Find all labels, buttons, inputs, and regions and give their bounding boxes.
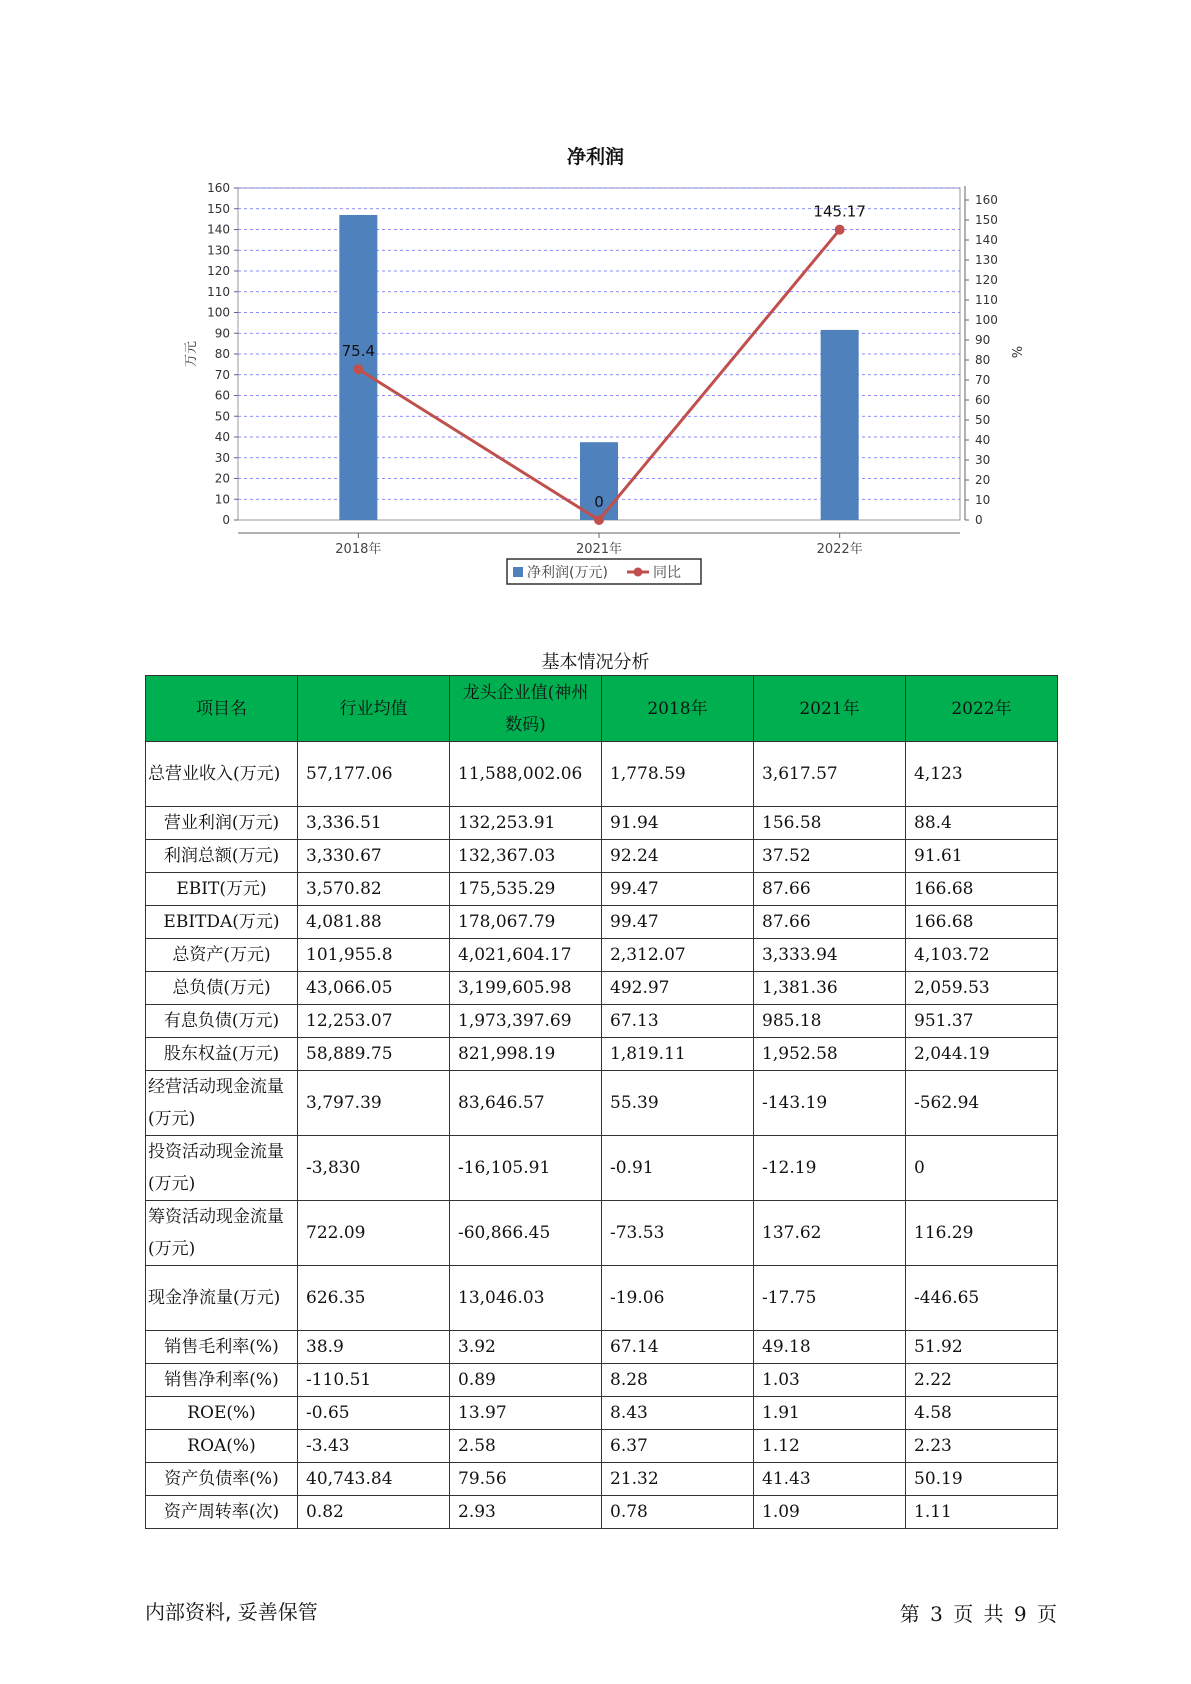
chart-title: 净利润 <box>566 146 624 168</box>
table-row <box>146 807 1058 840</box>
y-tick-label-right: 90 <box>975 333 991 347</box>
y-tick-label-right: 50 <box>975 413 991 427</box>
table-cell: 3.92 <box>450 1331 602 1364</box>
header-year-2018: 2018年 <box>602 676 754 742</box>
table-row <box>146 1430 1058 1463</box>
row-label: 有息负债(万元) <box>146 1005 298 1038</box>
table-cell: -16,105.91 <box>450 1136 602 1201</box>
table-cell: 4,021,604.17 <box>450 939 602 972</box>
row-label: 资产负债率(%) <box>146 1463 298 1496</box>
table-row <box>146 972 1058 1005</box>
y-tick-label-left: 10 <box>214 492 230 507</box>
table-cell: 1.09 <box>754 1496 906 1529</box>
table-cell: 1,952.58 <box>754 1038 906 1071</box>
header-industry-avg: 行业均值 <box>298 676 450 742</box>
yoy-data-label: 0 <box>594 493 604 511</box>
row-label: 营业利润(万元) <box>146 807 298 840</box>
y-tick-label-right: 100 <box>975 313 998 327</box>
table-cell: -446.65 <box>906 1266 1058 1331</box>
row-label: 投资活动现金流量(万元) <box>146 1136 298 1201</box>
bar <box>821 330 859 520</box>
yoy-point <box>353 364 363 374</box>
y-tick-label-right: 140 <box>975 233 998 247</box>
table-cell: 1.91 <box>754 1397 906 1430</box>
y-tick-label-right: 130 <box>975 253 998 267</box>
y-tick-label-right: 120 <box>975 273 998 287</box>
table-cell: 0.89 <box>450 1364 602 1397</box>
y-tick-label-right: 150 <box>975 213 998 227</box>
row-label: EBITDA(万元) <box>146 906 298 939</box>
table-cell: 2,044.19 <box>906 1038 1058 1071</box>
table-cell: 8.43 <box>602 1397 754 1430</box>
legend-swatch-bar <box>513 567 523 577</box>
table-cell: 2.22 <box>906 1364 1058 1397</box>
table-cell: 1,778.59 <box>602 742 754 807</box>
table-cell: 57,177.06 <box>298 742 450 807</box>
table-cell: 132,253.91 <box>450 807 602 840</box>
table-cell: 3,333.94 <box>754 939 906 972</box>
table-cell: 2,059.53 <box>906 972 1058 1005</box>
table-cell: 3,617.57 <box>754 742 906 807</box>
x-tick-label: 2022年 <box>816 542 863 557</box>
table-row <box>146 1071 1058 1136</box>
chart-svg <box>0 0 1191 600</box>
header-year-2021: 2021年 <box>754 676 906 742</box>
table-row <box>146 1397 1058 1430</box>
table-row <box>146 1331 1058 1364</box>
table-cell: 4,123 <box>906 742 1058 807</box>
table-row <box>146 873 1058 906</box>
table-cell: 3,199,605.98 <box>450 972 602 1005</box>
table-cell: 67.13 <box>602 1005 754 1038</box>
table-cell: 40,743.84 <box>298 1463 450 1496</box>
table-header-row <box>146 676 1058 742</box>
table-row <box>146 1005 1058 1038</box>
y-tick-label-right: 60 <box>975 393 991 407</box>
y-tick-label-right: 110 <box>975 293 998 307</box>
table-cell: 91.61 <box>906 840 1058 873</box>
header-year-2022: 2022年 <box>906 676 1058 742</box>
table-cell: -562.94 <box>906 1071 1058 1136</box>
row-label: 总负债(万元) <box>146 972 298 1005</box>
row-label: 总营业收入(万元) <box>146 742 298 807</box>
basic-analysis-table <box>145 675 1058 1529</box>
table-cell: -17.75 <box>754 1266 906 1331</box>
table-cell: 2,312.07 <box>602 939 754 972</box>
y-tick-label-left: 140 <box>207 222 230 237</box>
table-row <box>146 1266 1058 1331</box>
table-cell: 0.78 <box>602 1496 754 1529</box>
table-cell: 88.4 <box>906 807 1058 840</box>
table-cell: 166.68 <box>906 906 1058 939</box>
yoy-point <box>835 225 845 235</box>
row-label: ROA(%) <box>146 1430 298 1463</box>
table-cell: 156.58 <box>754 807 906 840</box>
table-row <box>146 939 1058 972</box>
table-cell: -0.65 <box>298 1397 450 1430</box>
y-tick-label-left: 110 <box>207 284 230 299</box>
table-caption: 基本情况分析 <box>541 652 650 673</box>
y-tick-label-right: 10 <box>975 493 991 507</box>
y-tick-label-left: 60 <box>214 388 230 403</box>
y-tick-label-left: 70 <box>214 367 230 382</box>
y-axis-title-right: % <box>1008 345 1023 359</box>
y-tick-label-left: 30 <box>214 450 230 465</box>
y-tick-label-left: 80 <box>214 347 230 361</box>
yoy-data-label: 75.4 <box>341 342 376 361</box>
table-cell: 0.82 <box>298 1496 450 1529</box>
y-tick-label-right: 160 <box>975 193 998 207</box>
y-tick-label-left: 160 <box>207 181 230 195</box>
table-cell: 50.19 <box>906 1463 1058 1496</box>
row-label: 经营活动现金流量(万元) <box>146 1071 298 1136</box>
row-label: 现金净流量(万元) <box>146 1266 298 1331</box>
table-cell: 1,381.36 <box>754 972 906 1005</box>
table-cell: 58,889.75 <box>298 1038 450 1071</box>
y-tick-label-right: 20 <box>975 473 991 487</box>
table-cell: 101,955.8 <box>298 939 450 972</box>
table-cell: 12,253.07 <box>298 1005 450 1038</box>
table-cell: 92.24 <box>602 840 754 873</box>
table-cell: 79.56 <box>450 1463 602 1496</box>
row-label: 股东权益(万元) <box>146 1038 298 1071</box>
table-row <box>146 1463 1058 1496</box>
y-tick-label-left: 120 <box>207 264 230 278</box>
x-tick-label: 2021年 <box>575 542 623 557</box>
row-label: 销售净利率(%) <box>146 1364 298 1397</box>
row-label: EBIT(万元) <box>146 873 298 906</box>
table-row <box>146 742 1058 807</box>
table-cell: 1,973,397.69 <box>450 1005 602 1038</box>
header-leader-value: 龙头企业值(神州数码) <box>450 676 602 742</box>
table-cell: 492.97 <box>602 972 754 1005</box>
table-cell: 51.92 <box>906 1331 1058 1364</box>
table-row <box>146 1136 1058 1201</box>
table-cell: 91.94 <box>602 807 754 840</box>
y-tick-label-left: 130 <box>207 243 230 258</box>
net-profit-chart <box>0 0 1191 600</box>
table-cell: 8.28 <box>602 1364 754 1397</box>
table-cell: 137.62 <box>754 1201 906 1266</box>
table-cell: 175,535.29 <box>450 873 602 906</box>
table-row <box>146 1201 1058 1266</box>
y-tick-label-right: 40 <box>975 433 991 447</box>
table-cell: 87.66 <box>754 906 906 939</box>
row-label: 资产周转率(次) <box>146 1496 298 1529</box>
table-cell: 3,330.67 <box>298 840 450 873</box>
table-cell: 4,081.88 <box>298 906 450 939</box>
table-cell: 2.23 <box>906 1430 1058 1463</box>
table-cell: 626.35 <box>298 1266 450 1331</box>
y-tick-label-right: 30 <box>975 453 991 467</box>
y-tick-label-left: 40 <box>214 430 230 444</box>
row-label: 利润总额(万元) <box>146 840 298 873</box>
table-cell: 821,998.19 <box>450 1038 602 1071</box>
table-cell: 4,103.72 <box>906 939 1058 972</box>
table-cell: 1.11 <box>906 1496 1058 1529</box>
table-cell: 83,646.57 <box>450 1071 602 1136</box>
table-cell: -60,866.45 <box>450 1201 602 1266</box>
table-cell: 38.9 <box>298 1331 450 1364</box>
y-axis-title-left: 万元 <box>184 340 199 368</box>
table-cell: -19.06 <box>602 1266 754 1331</box>
table-cell: 1,819.11 <box>602 1038 754 1071</box>
table-cell: 13.97 <box>450 1397 602 1430</box>
table-cell: 951.37 <box>906 1005 1058 1038</box>
y-tick-label-right: 0 <box>975 513 983 527</box>
table-cell: 3,336.51 <box>298 807 450 840</box>
header-item-name: 项目名 <box>146 676 298 742</box>
table-cell: 722.09 <box>298 1201 450 1266</box>
y-tick-label-left: 50 <box>214 409 230 424</box>
table-cell: 49.18 <box>754 1331 906 1364</box>
table-cell: 99.47 <box>602 873 754 906</box>
table-cell: 132,367.03 <box>450 840 602 873</box>
table-cell: 21.32 <box>602 1463 754 1496</box>
yoy-point <box>594 515 604 525</box>
table-cell: 4.58 <box>906 1397 1058 1430</box>
footer-confidential-note: 内部资料, 妥善保管 <box>145 1600 318 1624</box>
table-cell: 43,066.05 <box>298 972 450 1005</box>
table-cell: -73.53 <box>602 1201 754 1266</box>
table-row <box>146 906 1058 939</box>
row-label: ROE(%) <box>146 1397 298 1430</box>
legend-label-net-profit: 净利润(万元) <box>527 565 608 581</box>
table-cell: -3.43 <box>298 1430 450 1463</box>
table-cell: 2.93 <box>450 1496 602 1529</box>
y-tick-label-left: 0 <box>222 513 230 527</box>
table-cell: 11,588,002.06 <box>450 742 602 807</box>
table-cell: -3,830 <box>298 1136 450 1201</box>
footer-page-number: 第 3 页 共 9 页 <box>899 1602 1057 1626</box>
table-cell: 1.12 <box>754 1430 906 1463</box>
table-cell: 3,570.82 <box>298 873 450 906</box>
table-row <box>146 1496 1058 1529</box>
table-cell: 178,067.79 <box>450 906 602 939</box>
table-cell: 37.52 <box>754 840 906 873</box>
table-cell: 67.14 <box>602 1331 754 1364</box>
table-cell: -143.19 <box>754 1071 906 1136</box>
table-cell: 41.43 <box>754 1463 906 1496</box>
table-cell: 55.39 <box>602 1071 754 1136</box>
table-cell: -0.91 <box>602 1136 754 1201</box>
legend-label-yoy: 同比 <box>653 565 681 581</box>
y-tick-label-right: 80 <box>975 353 991 367</box>
table-cell: -12.19 <box>754 1136 906 1201</box>
y-tick-label-left: 90 <box>214 326 230 341</box>
yoy-data-label: 145.17 <box>813 202 866 221</box>
row-label: 销售毛利率(%) <box>146 1331 298 1364</box>
table-cell: -110.51 <box>298 1364 450 1397</box>
table-cell: 99.47 <box>602 906 754 939</box>
x-tick-label: 2018年 <box>335 542 382 557</box>
legend-swatch-point <box>634 568 643 577</box>
table-cell: 3,797.39 <box>298 1071 450 1136</box>
table-cell: 2.58 <box>450 1430 602 1463</box>
row-label: 筹资活动现金流量(万元) <box>146 1201 298 1266</box>
table-row <box>146 840 1058 873</box>
y-tick-label-left: 100 <box>207 305 230 320</box>
table-row <box>146 1038 1058 1071</box>
table-cell: 13,046.03 <box>450 1266 602 1331</box>
table-body <box>146 742 1058 1529</box>
table-cell: 6.37 <box>602 1430 754 1463</box>
y-tick-label-left: 150 <box>207 201 230 216</box>
table-cell: 87.66 <box>754 873 906 906</box>
row-label: 总资产(万元) <box>146 939 298 972</box>
table-cell: 985.18 <box>754 1005 906 1038</box>
table-row <box>146 1364 1058 1397</box>
table-cell: 116.29 <box>906 1201 1058 1266</box>
y-tick-label-right: 70 <box>975 373 991 387</box>
table-cell: 0 <box>906 1136 1058 1201</box>
table-cell: 166.68 <box>906 873 1058 906</box>
y-tick-label-left: 20 <box>214 471 230 486</box>
table-cell: 1.03 <box>754 1364 906 1397</box>
